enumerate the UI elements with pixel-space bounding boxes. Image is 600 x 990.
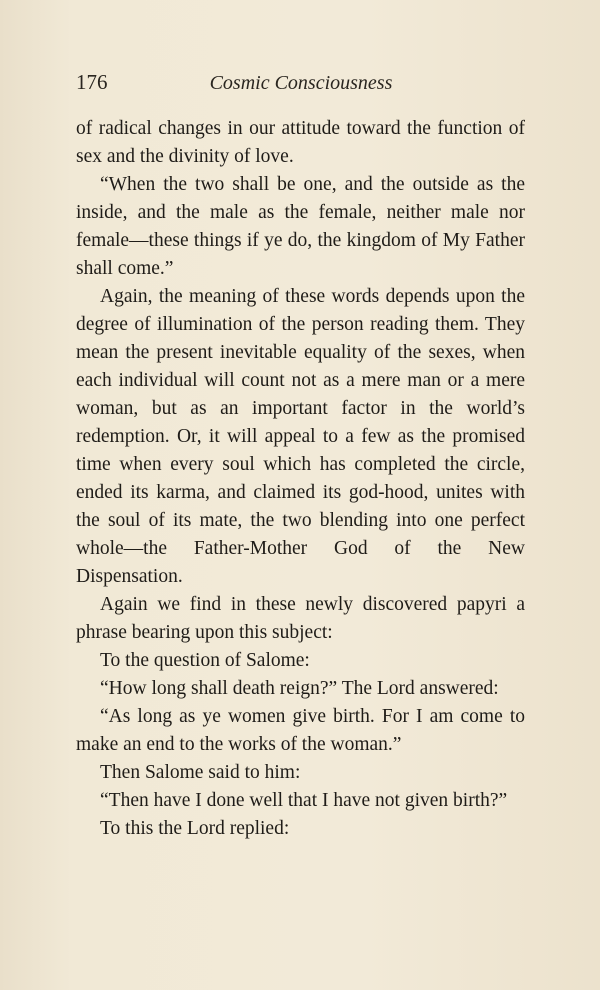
paragraph: “As long as ye women give birth. For I am come to make an end to the works of the woman.” [76, 706, 525, 755]
paragraph: Then Salome said to him: [100, 762, 301, 783]
paragraph: “Then have I done well that I have not given birth?” [100, 790, 508, 811]
paragraph: “When the two shall be one, and the outside as the inside, and the male as the female, neither male nor female—these things if ye do, the kingdom of My Father shall come.” [76, 174, 525, 279]
paragraph: Again we find in these newly discovered papyri a phrase bearing upon this subject: [76, 594, 525, 643]
paragraph: Again, the meaning of these words depends upon the degree of illumination of the person reading them. They mean the present inevitable equality of the sexes, when each individual will count not as a mere man or a mere woman, but as an important factor in the world’s redemption. Or, it will appeal to a few as the promised time when every soul which has completed the circle, ended its karma, and claimed its god-hood, unites with the soul of its mate, the two blending into one perfect whole—the Father-Mother God of the New Dispensation. [76, 286, 525, 587]
paragraph: To this the Lord replied: [100, 818, 290, 839]
paragraph: of radical changes in our attitude toward the function of sex and the divinity of love. [76, 118, 525, 167]
page-header [76, 70, 526, 100]
running-title: Cosmic Consciousness [209, 72, 393, 94]
page-number: 176 [76, 70, 108, 94]
paragraph: “How long shall death reign?” The Lord answered: [100, 678, 499, 699]
paragraph: To the question of Salome: [100, 650, 310, 671]
body-text [76, 115, 525, 843]
